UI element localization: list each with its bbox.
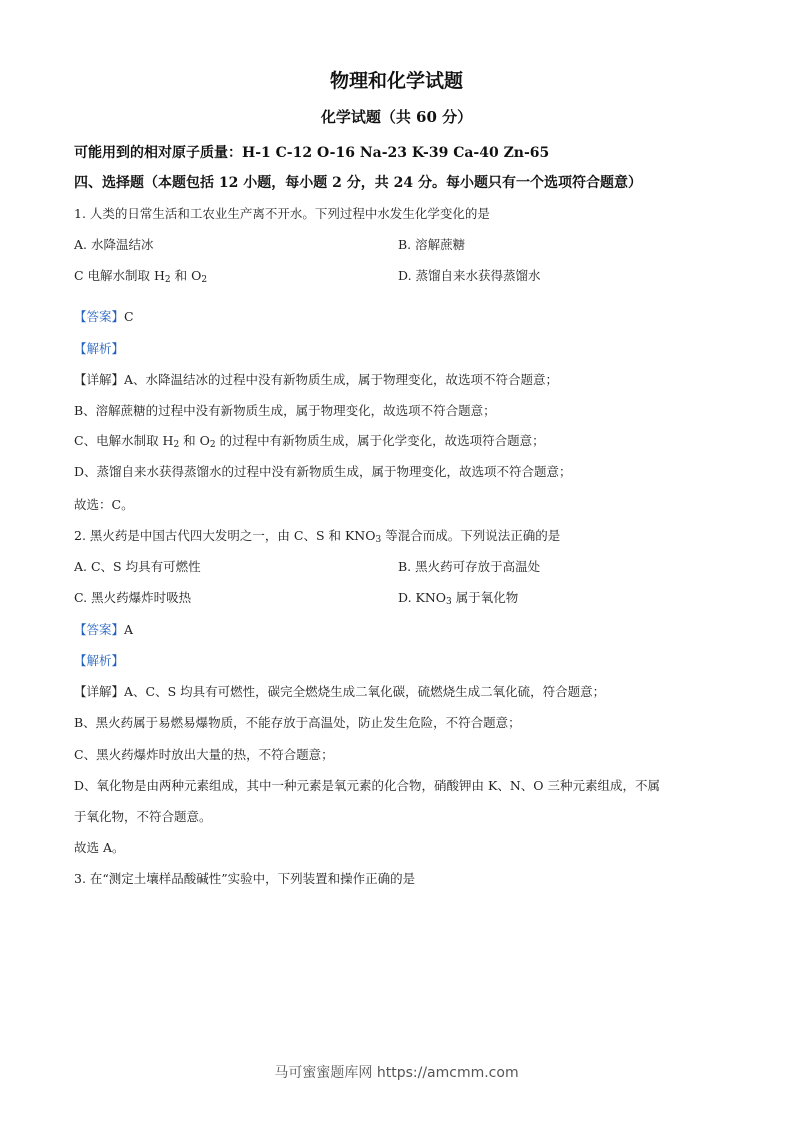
- q2-option-d-sub: 3: [446, 597, 452, 607]
- q1-option-a: A. 水降温结冰: [74, 237, 154, 252]
- q2-detail-b: B、黑火药属于易燃易爆物质，不能存放于高温处，防止发生危险，不符合题意；: [74, 715, 521, 730]
- q2-option-a: A. C、S 均具有可燃性: [74, 559, 201, 574]
- q1-detail-b: B、溶解蔗糖的过程中没有新物质生成，属于物理变化，故选项不符合题意；: [74, 403, 496, 418]
- q1-option-c-sub-1: 2: [164, 275, 171, 285]
- page-title: 物理和化学试题: [329, 70, 463, 92]
- q2-option-d-text-1: D. KNO: [398, 590, 447, 605]
- q1-detail-c: [74, 431, 545, 450]
- q1-detail-c-sub-1: 2: [173, 440, 180, 450]
- q1-detail-c-text-3: 的过程中有新物质生成，属于化学变化，故选项符合题意；: [215, 433, 545, 448]
- q1-detail-tag: 【详解】: [74, 372, 125, 387]
- q2-stem-text-2: 等混合而成。下列说法正确的是: [381, 528, 561, 543]
- atomic-masses-line: 可能用到的相对原子质量：H-1 C-12 O-16 Na-23 K-39 Ca-40 Zn-65: [74, 145, 550, 161]
- q2-answer: [74, 620, 133, 638]
- q2-detail-a-text: A、C、S 均具有可燃性，碳完全燃烧生成二氧化碳，硫燃烧生成二氧化硫，符合题意；: [124, 684, 606, 699]
- q1-option-d: D. 蒸馏自来水获得蒸馏水: [398, 268, 541, 283]
- q2-answer-value: A: [124, 622, 134, 637]
- q1-detail-c-sub-2: 2: [209, 440, 216, 450]
- q2-detail-d-1: D、氧化物是由两种元素组成，其中一种元素是氧元素的化合物，硝酸钾由 K、N、O 三种元素组成，不属: [74, 778, 660, 793]
- q1-option-c-sub-2: 2: [201, 275, 208, 285]
- q1-option-c: [74, 266, 207, 285]
- q2-detail-d-2: 于氧化物，不符合题意。: [74, 809, 212, 824]
- q1-option-c-text-2: 和 O: [170, 268, 202, 283]
- q1-detail-a-text: A、水降温结冰的过程中没有新物质生成，属于物理变化，故选项不符合题意；: [124, 372, 559, 387]
- q1-answer-tag: 【答案】: [74, 309, 125, 324]
- q1-option-b: B. 溶解蔗糖: [398, 237, 466, 252]
- footer-watermark: 马可蜜蜜题库网 https://amcmm.com: [274, 1065, 519, 1081]
- q2-option-d: [398, 588, 518, 607]
- section-heading: 四、选择题（本题包括 12 小题，每小题 2 分，共 24 分。每小题只有一个选项符合题意）: [74, 175, 642, 191]
- q2-stem: [74, 526, 560, 545]
- q2-detail-a: [74, 682, 605, 700]
- q2-analysis-tag: 【解析】: [74, 653, 125, 668]
- q1-analysis-tag: 【解析】: [74, 341, 125, 356]
- q2-option-d-text-2: 属于氧化物: [451, 590, 519, 605]
- q1-detail-a: [74, 370, 558, 388]
- q2-stem-sub: 3: [375, 535, 382, 545]
- q3-stem: 3. 在“测定土壤样品酸碱性”实验中，下列装置和操作正确的是: [74, 871, 416, 886]
- q1-detail-c-text-1: C、电解水制取 H: [74, 433, 174, 448]
- q2-detail-c: C、黑火药爆炸时放出大量的热，不符合题意；: [74, 747, 334, 762]
- q2-stem-text-1: 2. 黑火药是中国古代四大发明之一，由 C、S 和 KNO: [74, 528, 376, 543]
- q2-option-c: C. 黑火药爆炸时吸热: [74, 590, 192, 605]
- q2-detail-tag: 【详解】: [74, 684, 125, 699]
- q1-detail-d: D、蒸馏自来水获得蒸馏水的过程中没有新物质生成，属于物理变化，故选项不符合题意；: [74, 464, 572, 479]
- q2-conclusion: 故选 A。: [74, 840, 125, 855]
- q2-option-b: B. 黑火药可存放于高温处: [398, 559, 541, 574]
- page-subtitle: 化学试题（共 60 分）: [320, 108, 473, 126]
- q1-stem: 1. 人类的日常生活和工农业生产离不开水。下列过程中水发生化学变化的是: [74, 206, 490, 221]
- q1-conclusion: 故选：C。: [74, 497, 134, 512]
- q1-answer-value: C: [124, 309, 134, 324]
- q1-option-c-text-1: C 电解水制取 H: [74, 268, 165, 283]
- q2-answer-tag: 【答案】: [74, 622, 125, 637]
- q1-detail-c-text-2: 和 O: [179, 433, 210, 448]
- q1-answer: [74, 307, 134, 325]
